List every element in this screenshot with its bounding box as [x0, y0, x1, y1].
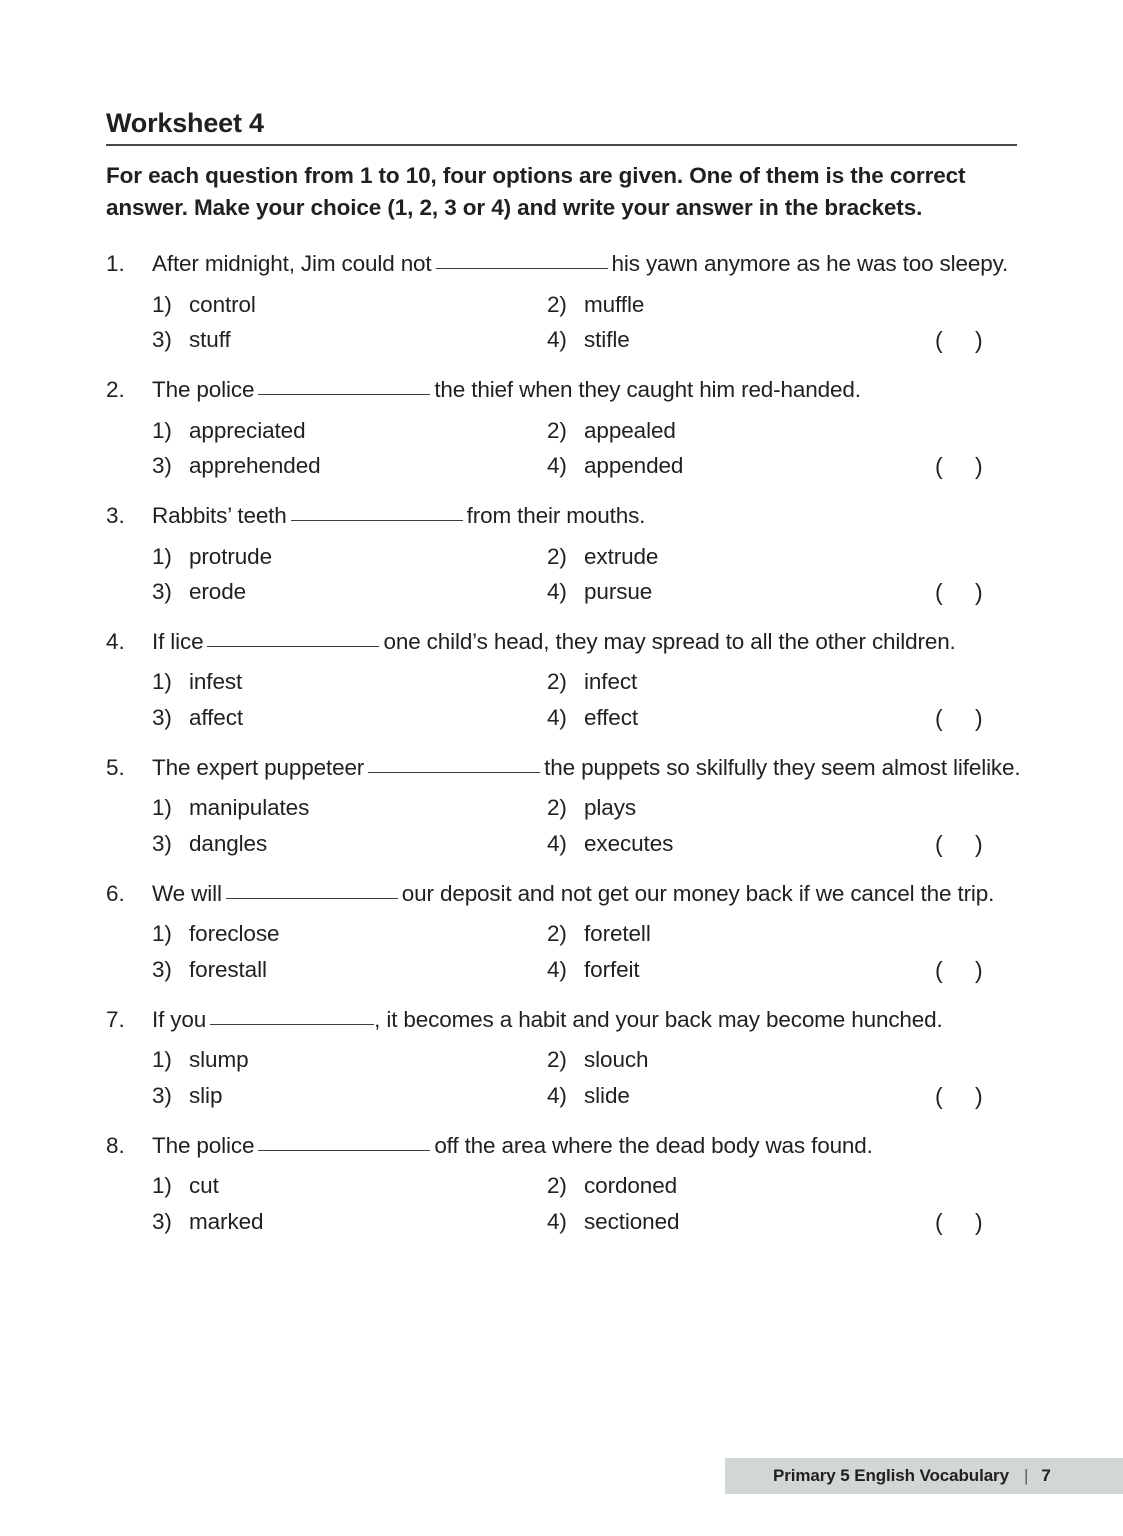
answer-brackets[interactable]	[877, 701, 1021, 735]
answer-brackets[interactable]	[877, 827, 1021, 861]
option-key: 2)	[547, 921, 567, 947]
instructions-text: For each question from 1 to 10, four options are given. One of them is the correct answer. Make your choice (1, 2, 3 or 4) and write your answer in the brackets.	[106, 163, 966, 220]
stem-text-before-blank: We will	[152, 880, 222, 906]
bracket-close: )	[975, 830, 983, 857]
option-label: appended	[584, 452, 684, 478]
option-row	[152, 288, 1021, 321]
option-row	[152, 1169, 1021, 1202]
option-choice[interactable]	[547, 953, 877, 986]
option-key: 4)	[547, 1082, 567, 1108]
option-key: 4)	[547, 452, 567, 478]
option-key: 1)	[152, 543, 172, 569]
option-choice[interactable]	[152, 1169, 547, 1202]
question-number: 2.	[106, 376, 125, 402]
option-row	[152, 575, 1021, 609]
stem-text-after-blank: off the area where the dead body was found.	[434, 1132, 873, 1158]
option-choice[interactable]	[152, 917, 547, 950]
question-number: 7.	[106, 1006, 125, 1032]
option-choice[interactable]	[547, 449, 877, 482]
option-grid	[152, 917, 1021, 986]
bracket-close: )	[975, 1208, 983, 1235]
option-row	[152, 540, 1021, 573]
answer-brackets[interactable]	[877, 449, 1021, 483]
stem-text-after-blank: our deposit and not get our money back if we cancel the trip.	[401, 880, 995, 906]
option-key: 2)	[547, 291, 567, 317]
option-grid	[152, 414, 1021, 483]
question-stem	[152, 878, 1021, 911]
question-stem-row	[106, 752, 1021, 785]
option-choice[interactable]	[152, 791, 547, 824]
option-choice[interactable]	[547, 1079, 877, 1112]
answer-blank[interactable]	[368, 772, 540, 773]
option-key: 3)	[152, 704, 172, 730]
question-stem	[152, 752, 1021, 785]
stem-text-before-blank: After midnight, Jim could not	[152, 251, 432, 276]
question-number: 3.	[106, 502, 125, 528]
bracket-open: (	[935, 452, 943, 479]
option-label: manipulates	[189, 795, 310, 821]
option-row	[152, 953, 1021, 987]
question-stem	[152, 626, 1021, 659]
option-row	[152, 665, 1021, 698]
question-stem-row	[106, 626, 1021, 659]
option-label: appreciated	[189, 417, 306, 443]
bracket-open: (	[935, 704, 943, 731]
option-row	[152, 701, 1021, 735]
option-key: 3)	[152, 1208, 172, 1234]
option-label: slip	[189, 1082, 223, 1108]
option-choice[interactable]	[152, 1079, 547, 1112]
page-title: Worksheet 4	[106, 108, 264, 138]
answer-blank[interactable]	[210, 1024, 374, 1025]
option-label: muffle	[584, 291, 645, 317]
option-label: slide	[584, 1082, 630, 1108]
option-key: 3)	[152, 578, 172, 604]
footer-book-title: Primary 5 English Vocabulary	[773, 1466, 1009, 1485]
option-label: extrude	[584, 543, 659, 569]
option-choice[interactable]	[152, 449, 547, 482]
option-label: forfeit	[584, 956, 640, 982]
option-choice[interactable]	[547, 414, 877, 447]
option-choice[interactable]	[547, 917, 877, 950]
option-choice[interactable]	[152, 701, 547, 734]
option-choice[interactable]	[547, 701, 877, 734]
questions-list	[106, 248, 1021, 1256]
worksheet-header	[106, 108, 1017, 146]
option-label: protrude	[189, 543, 273, 569]
stem-text-after-blank: his yawn anymore as he was too sleepy.	[611, 251, 1009, 276]
option-label: infect	[584, 669, 638, 695]
question-item	[106, 752, 1021, 861]
answer-blank[interactable]	[226, 898, 398, 899]
option-label: apprehended	[189, 452, 321, 478]
option-row	[152, 827, 1021, 861]
option-key: 2)	[547, 1047, 567, 1073]
stem-text-after-blank: the puppets so skilfully they seem almost lifelike.	[544, 754, 1021, 780]
option-choice[interactable]	[152, 953, 547, 986]
option-label: pursue	[584, 578, 653, 604]
option-key: 1)	[152, 795, 172, 821]
option-label: cordoned	[584, 1173, 678, 1199]
option-label: stifle	[584, 326, 630, 352]
question-stem	[152, 1004, 1021, 1037]
option-label: plays	[584, 795, 637, 821]
question-stem-row	[106, 878, 1021, 911]
bracket-close: )	[975, 1082, 983, 1109]
stem-text-before-blank: If you	[152, 1006, 207, 1032]
option-key: 4)	[547, 830, 567, 856]
option-choice[interactable]	[152, 1043, 547, 1076]
page-footer	[725, 1458, 1123, 1494]
footer-separator: |	[1023, 1466, 1029, 1485]
option-row	[152, 414, 1021, 447]
stem-text-after-blank: the thief when they caught him red-handed.	[434, 376, 861, 402]
answer-blank[interactable]	[436, 268, 608, 269]
bracket-open: (	[935, 1082, 943, 1109]
answer-blank[interactable]	[291, 520, 463, 521]
bracket-close: )	[975, 452, 983, 479]
option-key: 2)	[547, 543, 567, 569]
answer-blank[interactable]	[207, 646, 379, 647]
bracket-open: (	[935, 1208, 943, 1235]
bracket-open: (	[935, 578, 943, 605]
option-key: 3)	[152, 326, 172, 352]
question-stem	[152, 500, 1021, 533]
answer-brackets[interactable]	[877, 323, 1021, 357]
option-key: 1)	[152, 291, 172, 317]
question-item	[106, 1004, 1021, 1113]
option-key: 4)	[547, 326, 567, 352]
option-key: 4)	[547, 1208, 567, 1234]
bracket-close: )	[975, 956, 983, 983]
stem-text-before-blank: If lice	[152, 628, 204, 654]
option-label: control	[189, 291, 256, 317]
option-key: 4)	[547, 704, 567, 730]
option-choice[interactable]	[547, 1169, 877, 1202]
option-key: 1)	[152, 1047, 172, 1073]
question-item	[106, 626, 1021, 735]
answer-blank[interactable]	[258, 1150, 430, 1151]
stem-text-before-blank: The police	[152, 1132, 255, 1158]
option-choice[interactable]	[152, 665, 547, 698]
option-label: infest	[189, 669, 243, 695]
option-choice[interactable]	[547, 665, 877, 698]
option-label: foreclose	[189, 921, 280, 947]
option-key: 3)	[152, 830, 172, 856]
question-item	[106, 248, 1021, 357]
question-item	[106, 500, 1021, 609]
option-choice[interactable]	[547, 540, 877, 573]
answer-brackets[interactable]	[877, 1079, 1021, 1113]
option-choice[interactable]	[152, 414, 547, 447]
question-item	[106, 878, 1021, 987]
question-number: 8.	[106, 1132, 125, 1158]
option-grid	[152, 540, 1021, 609]
option-choice[interactable]	[152, 575, 547, 608]
option-choice[interactable]	[152, 540, 547, 573]
option-choice[interactable]	[152, 827, 547, 860]
question-stem-row	[106, 1130, 1021, 1163]
option-row	[152, 917, 1021, 950]
question-stem	[152, 374, 1021, 407]
stem-text-after-blank: from their mouths.	[466, 502, 646, 528]
footer-page-number: 7	[1041, 1466, 1051, 1485]
option-choice[interactable]	[547, 827, 877, 860]
option-label: foretell	[584, 921, 651, 947]
option-label: appealed	[584, 417, 676, 443]
option-row	[152, 449, 1021, 483]
option-label: effect	[584, 704, 639, 730]
option-key: 2)	[547, 795, 567, 821]
option-choice[interactable]	[152, 323, 547, 356]
question-number: 6.	[106, 880, 125, 906]
option-row	[152, 1043, 1021, 1076]
option-key: 2)	[547, 1173, 567, 1199]
bracket-close: )	[975, 704, 983, 731]
stem-text-after-blank: , it becomes a habit and your back may become hunched.	[374, 1006, 943, 1032]
question-number: 5.	[106, 754, 125, 780]
stem-text-before-blank: The police	[152, 376, 255, 402]
option-row	[152, 1079, 1021, 1113]
option-choice[interactable]	[152, 288, 547, 321]
option-label: forestall	[189, 956, 267, 982]
stem-text-before-blank: Rabbits’ teeth	[152, 502, 287, 528]
bracket-close: )	[975, 578, 983, 605]
option-label: slouch	[584, 1047, 649, 1073]
option-label: cut	[189, 1173, 219, 1199]
option-key: 3)	[152, 1082, 172, 1108]
answer-blank[interactable]	[258, 394, 430, 395]
question-item	[106, 374, 1021, 483]
option-key: 2)	[547, 417, 567, 443]
option-label: slump	[189, 1047, 249, 1073]
option-grid	[152, 665, 1021, 734]
option-key: 2)	[547, 669, 567, 695]
title-divider	[106, 144, 1017, 146]
question-number: 4.	[106, 628, 125, 654]
option-label: stuff	[189, 326, 231, 352]
question-stem	[152, 248, 1021, 281]
option-choice[interactable]	[547, 323, 877, 356]
bracket-open: (	[935, 956, 943, 983]
question-stem-row	[106, 500, 1021, 533]
option-row	[152, 323, 1021, 357]
option-key: 3)	[152, 956, 172, 982]
bracket-open: (	[935, 830, 943, 857]
question-stem	[152, 1130, 1021, 1163]
bracket-close: )	[975, 326, 983, 353]
option-label: sectioned	[584, 1208, 680, 1234]
option-key: 1)	[152, 921, 172, 947]
option-row	[152, 1205, 1021, 1239]
option-choice[interactable]	[547, 1205, 877, 1238]
answer-brackets[interactable]	[877, 953, 1021, 987]
option-choice[interactable]	[547, 288, 877, 321]
option-label: erode	[189, 578, 247, 604]
option-grid	[152, 288, 1021, 357]
question-stem-row	[106, 1004, 1021, 1037]
option-grid	[152, 1043, 1021, 1112]
option-row	[152, 791, 1021, 824]
option-key: 1)	[152, 417, 172, 443]
question-item	[106, 1130, 1021, 1239]
option-key: 1)	[152, 1173, 172, 1199]
question-stem-row	[106, 374, 1021, 407]
stem-text-before-blank: The expert puppeteer	[152, 754, 365, 780]
option-choice[interactable]	[547, 791, 877, 824]
option-grid	[152, 1169, 1021, 1238]
option-key: 3)	[152, 452, 172, 478]
option-label: executes	[584, 830, 674, 856]
option-label: marked	[189, 1208, 264, 1234]
bracket-open: (	[935, 326, 943, 353]
option-choice[interactable]	[152, 1205, 547, 1238]
option-label: dangles	[189, 830, 268, 856]
answer-brackets[interactable]	[877, 1205, 1021, 1239]
answer-brackets[interactable]	[877, 575, 1021, 609]
question-stem-row	[106, 248, 1021, 281]
option-key: 1)	[152, 669, 172, 695]
option-grid	[152, 791, 1021, 860]
option-label: affect	[189, 704, 244, 730]
option-key: 4)	[547, 956, 567, 982]
option-choice[interactable]	[547, 1043, 877, 1076]
question-number: 1.	[106, 251, 125, 276]
stem-text-after-blank: one child’s head, they may spread to all the other children.	[383, 628, 956, 654]
option-choice[interactable]	[547, 575, 877, 608]
option-key: 4)	[547, 578, 567, 604]
